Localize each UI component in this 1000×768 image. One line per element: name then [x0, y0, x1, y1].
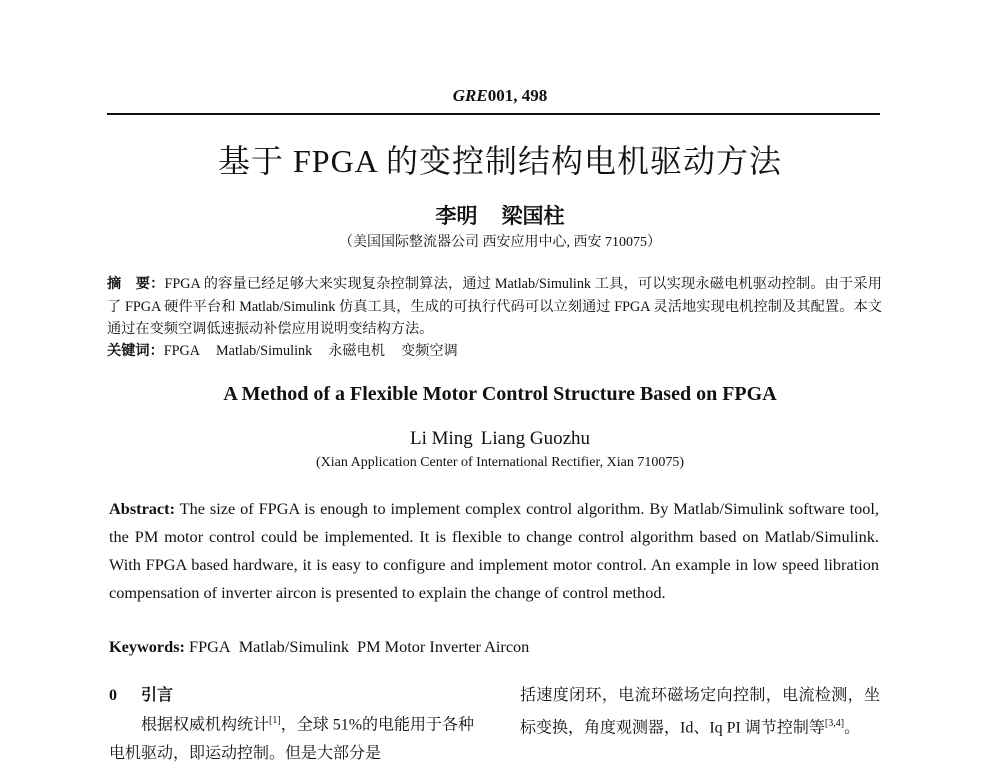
- keyword-en-1: FPGA: [189, 637, 231, 656]
- keyword-en-3: PM Motor Inverter Aircon: [357, 637, 530, 656]
- title-chinese: 基于 FPGA 的变控制结构电机驱动方法: [217, 143, 783, 179]
- abstract-en-text: The size of FPGA is enough to implement complex control algorithm. By Matlab/Simulink software tool, the PM motor control could be implemented. It is flexible to change control algorithm based on Matlab/Simulink. With FPGA based hardware, it is easy to configure and implement motor control. An example in low speed libration compensation of inverter aircon is presented to explain the change of control method.: [109, 499, 880, 602]
- body-left-text-a: 根据权威机构统计: [141, 716, 270, 734]
- abstract-english: [109, 495, 879, 607]
- author-cn-2: 梁国柱: [501, 204, 565, 228]
- body-right-column: [520, 682, 880, 742]
- keyword-en-2: Matlab/Simulink: [238, 637, 350, 656]
- keywords-english: [109, 637, 879, 657]
- header-rule: [107, 113, 880, 115]
- section-title: 引言: [141, 687, 174, 704]
- paper-code-prefix: GRE: [452, 86, 488, 105]
- section-heading: [109, 682, 173, 705]
- abstract-en-label: Abstract:: [109, 499, 176, 518]
- section-number: 0: [109, 687, 117, 704]
- body-right-text-b: 。: [844, 719, 861, 737]
- affiliation-english: (Xian Application Center of International Rectifier, Xian 710075): [316, 455, 684, 470]
- paper-code-number: 001, 498: [487, 86, 548, 105]
- author-cn-1: 李明: [435, 204, 478, 228]
- keyword-cn-1: FPGA: [163, 343, 201, 359]
- paper-code: [0, 86, 1000, 106]
- keywords-en-label: Keywords:: [109, 637, 185, 656]
- body-left-text-b: ，全球 51%的电能用于各种电机驱动，即运动控制。但是大部分是: [109, 716, 475, 763]
- authors-english: [0, 428, 1000, 450]
- keyword-cn-2: Matlab/Simulink: [216, 343, 313, 359]
- keywords-cn-label: 关键词：: [107, 343, 164, 359]
- abstract-chinese: [107, 273, 882, 341]
- authors-chinese: [0, 200, 1000, 230]
- title-english: A Method of a Flexible Motor Control Structure Based on FPGA: [223, 383, 777, 405]
- keyword-cn-3: 永磁电机: [328, 343, 385, 359]
- abstract-cn-label: 摘 要：: [107, 276, 165, 292]
- author-en-2: Liang Guozhu: [480, 428, 591, 449]
- keyword-cn-4: 变频空调: [400, 343, 458, 359]
- body-right-text-a: 括速度闭环，电流环磁场定向控制，电流检测，坐标变换，角度观测器，Id、Iq PI 调节控制等: [520, 687, 880, 737]
- keywords-chinese: [107, 340, 882, 360]
- affiliation-chinese: （美国国际整流器公司 西安应用中心, 西安 710075）: [339, 235, 661, 250]
- abstract-cn-text: FPGA 的容量已经足够大来实现复杂控制算法，通过 Matlab/Simulink 工具，可以实现永磁电机驱动控制。由于采用了 FPGA 硬件平台和 Matlab/Simulink 仿真工具，生成的可执行代码可以立刻通过 FPGA 灵活地实现电机控制及其配置。本文通过在变频空调低速振动补偿应用说明变结构方法。: [107, 276, 882, 337]
- citation-3-4: [3,4]: [824, 718, 845, 729]
- author-en-1: Li Ming: [409, 428, 473, 449]
- citation-1: [1]: [269, 715, 281, 726]
